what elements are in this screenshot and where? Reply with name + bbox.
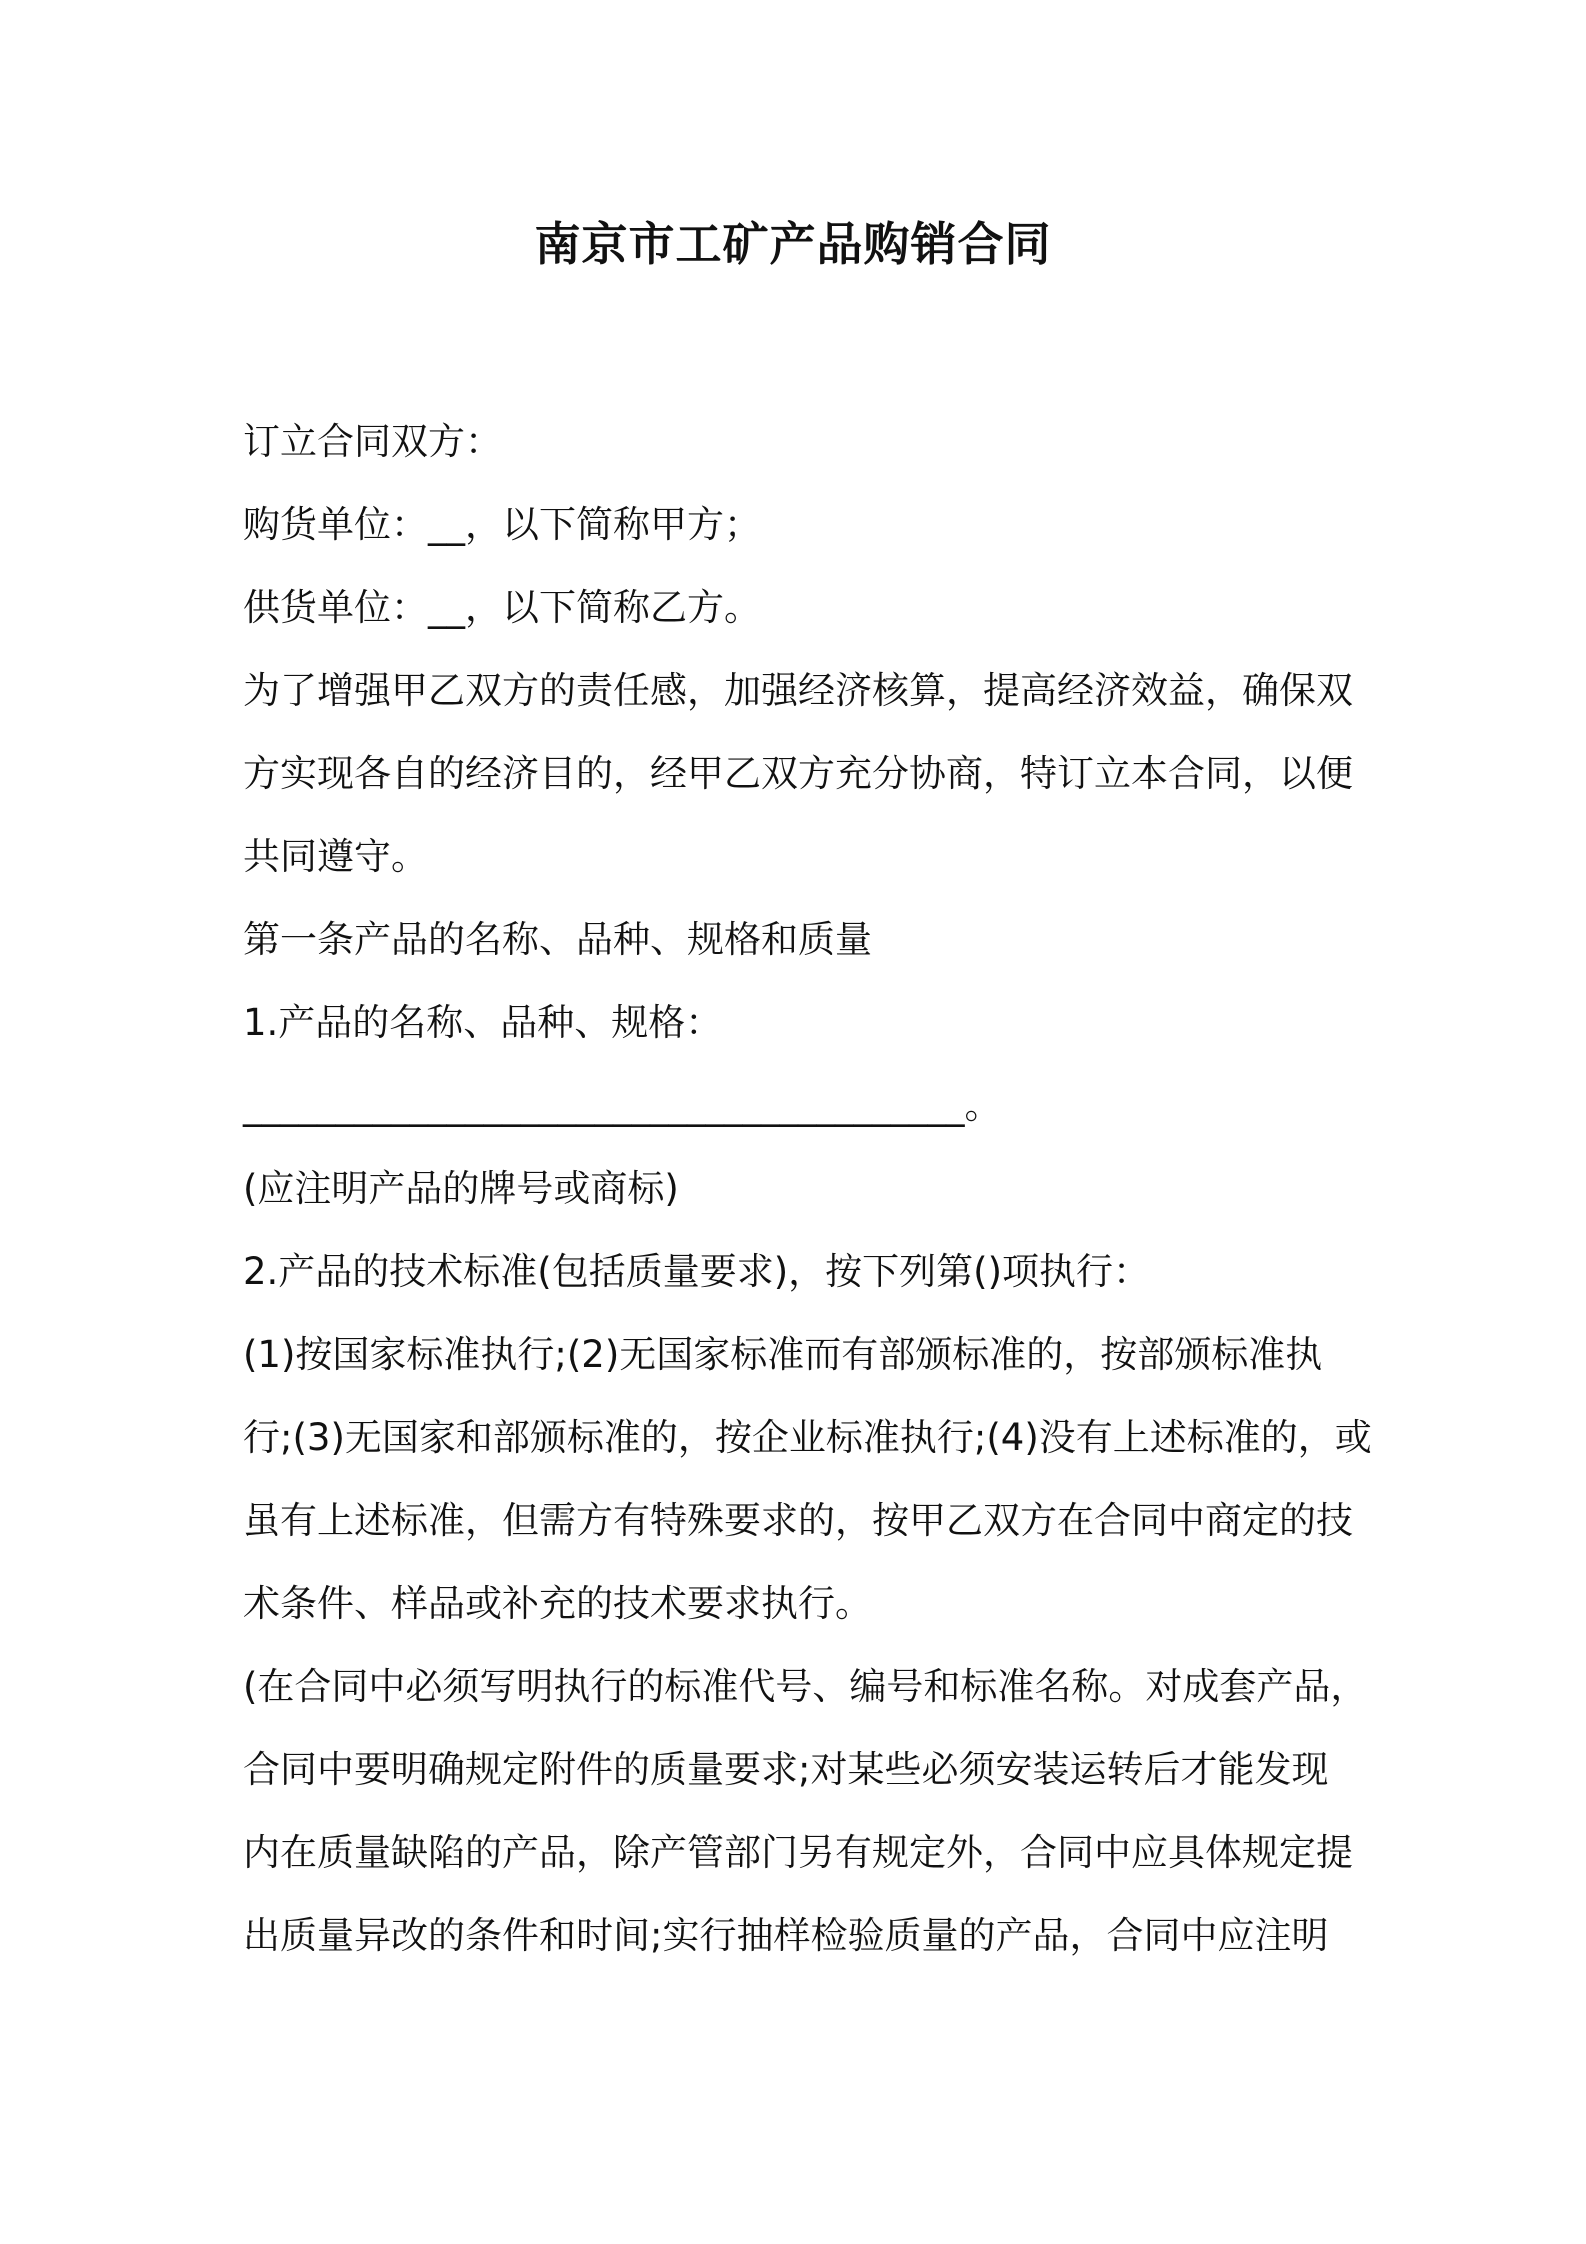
blank-fill-line: _______________________________________。 [243,1084,1002,1127]
document-body [243,400,1372,1977]
text-line: (应注明产品的牌号或商标) [243,1167,679,1210]
text-line: 供货单位：__，以下简称乙方。 [243,586,761,629]
document-title: 南京市工矿产品购销合同 [534,217,1052,271]
text-line: 2.产品的技术标准(包括质量要求)，按下列第()项执行： [243,1250,1151,1293]
text-line: 购货单位：__，以下简称甲方； [243,503,761,546]
text-line: 共同遵守。 [243,835,428,878]
text-line: 术条件、样品或补充的技术要求执行。 [243,1582,872,1625]
text-line: 行;(3)无国家和部颁标准的，按企业标准执行;(4)没有上述标准的，或 [243,1416,1372,1459]
text-line: 为了增强甲乙双方的责任感，加强经济核算，提高经济效益，确保双 [243,669,1353,712]
text-line: 订立合同双方： [243,420,502,463]
text-line: (在合同中必须写明执行的标准代号、编号和标准名称。对成套产品， [243,1665,1368,1708]
text-line: 1.产品的名称、品种、规格： [243,1001,723,1044]
text-line: 内在质量缺陷的产品，除产管部门另有规定外，合同中应具体规定提 [243,1831,1353,1874]
text-line: 合同中要明确规定附件的质量要求;对某些必须安装运转后才能发现 [243,1748,1329,1791]
text-line: 方实现各自的经济目的，经甲乙双方充分协商，特订立本合同，以便 [243,752,1353,795]
text-line: 出质量异改的条件和时间;实行抽样检验质量的产品，合同中应注明 [243,1914,1329,1957]
section-heading: 第一条产品的名称、品种、规格和质量 [243,918,872,961]
text-line: 虽有上述标准，但需方有特殊要求的，按甲乙双方在合同中商定的技 [243,1499,1353,1542]
text-line: (1)按国家标准执行;(2)无国家标准而有部颁标准的，按部颁标准执 [243,1333,1323,1376]
